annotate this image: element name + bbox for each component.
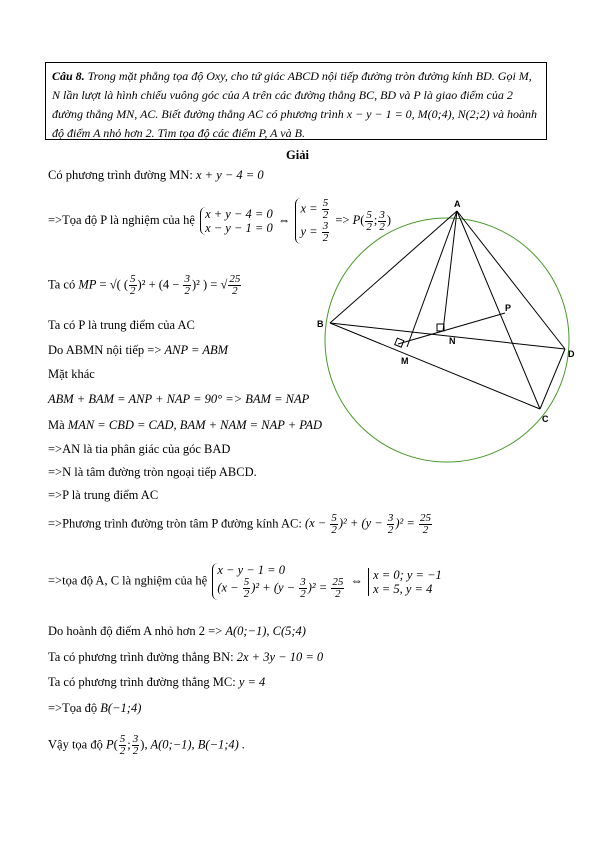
line-circle-eq: =>Phương trình đường tròn tâm P đường kính AC: (x − $\frac{5}{2}$ )² + (y − $\frac{3}{2}$ )² = $\frac{25}{2}$ bbox=[48, 512, 431, 536]
line-4: Ta có P là trung điểm của AC bbox=[48, 318, 195, 332]
label-D: D bbox=[568, 349, 575, 359]
line-10: =>N là tâm đường tròn ngoại tiếp ABCD. bbox=[48, 465, 257, 479]
circumcircle bbox=[325, 218, 569, 462]
line-7: ABM + BAM = ANP + NAP = 90° => BAM = NAP bbox=[48, 392, 310, 406]
line-9: =>AN là tia phân giác của góc BAD bbox=[48, 442, 231, 456]
segment-BC bbox=[330, 323, 540, 409]
line-8: Mà MAN = CBD = CAD, BAM + NAM = NAP + PAD bbox=[48, 418, 322, 432]
line-mp: Ta có MP = √( ( $\frac{5}{2}$ )² + (4 − $\frac{3}{2}$ )² ) = √ $\frac{25}{2}$ bbox=[48, 273, 241, 297]
line-15: Ta có phương trình đường thẳng BN: 2x + 3y − 10 = 0 bbox=[48, 650, 324, 664]
line-mn: Có phương trình đường MN: x + y − 4 = 0 bbox=[48, 168, 264, 182]
segment-CD bbox=[540, 349, 565, 409]
line-ac-system: =>tọa độ A, C là nghiệm của hệ x − y − 1 = 0 (x − $\frac{5}{2}$ )² + (y − $\frac{3}{2}$ )² = $\frac{25}{2}$ ⇔ x = 0; y = −1 x = 5, y = 4 bbox=[48, 563, 442, 600]
line-11: =>P là trung điểm AC bbox=[48, 488, 159, 502]
line-17: =>Tọa độ B(−1;4) bbox=[48, 701, 142, 715]
label-P: P bbox=[505, 303, 512, 313]
problem-label: Câu 8. bbox=[52, 69, 85, 83]
segment-BD bbox=[330, 323, 565, 349]
line-14: Do hoành độ điểm A nhỏ hơn 2 => A(0;−1), C(5;4) bbox=[48, 624, 306, 638]
label-C: C bbox=[542, 414, 549, 424]
line-p-system: =>Tọa độ P là nghiệm của hệ x + y − 4 = 0 x − y − 1 = 0 ⇔ x = $\frac{5}{2}$ y = $\frac{3}{2}$ => P( $\frac{5}{2}$ ; $\frac{3}{2}$ ) bbox=[48, 197, 392, 244]
label-M: M bbox=[401, 356, 409, 366]
segment-AC bbox=[457, 211, 540, 409]
label-A: A bbox=[454, 199, 461, 209]
segment-AD bbox=[457, 211, 565, 349]
label-B: B bbox=[317, 319, 324, 329]
problem-text: Trong mặt phẳng tọa độ Oxy, cho tứ giác ABCD nội tiếp đường tròn đường kính BD. Gọi M, N lần lượt là hình chiếu vuông góc của A trên các đường thẳng BC, BD và P là giao điểm của 2 đường thẳng MN, AC. Biết đường thẳng AC có phương trình x − y − 1 = 0, M(0;4), N(2;2) và hoành độ điểm A nhỏ hơn 2. Tìm tọa độ các điểm P, A và B. bbox=[52, 69, 537, 140]
line-5: Do ABMN nội tiếp => ANP = ABM bbox=[48, 343, 229, 357]
solution-title: Giải bbox=[286, 148, 309, 162]
line-18: Vậy tọa độ P( $\frac{5}{2}$ ; $\frac{3}{2}$ ), A(0;−1), B(−1;4) . bbox=[48, 733, 246, 757]
label-N: N bbox=[449, 336, 456, 346]
line-6: Mặt khác bbox=[48, 367, 95, 381]
line-16: Ta có phương trình đường thẳng MC: y = 4 bbox=[48, 675, 266, 689]
